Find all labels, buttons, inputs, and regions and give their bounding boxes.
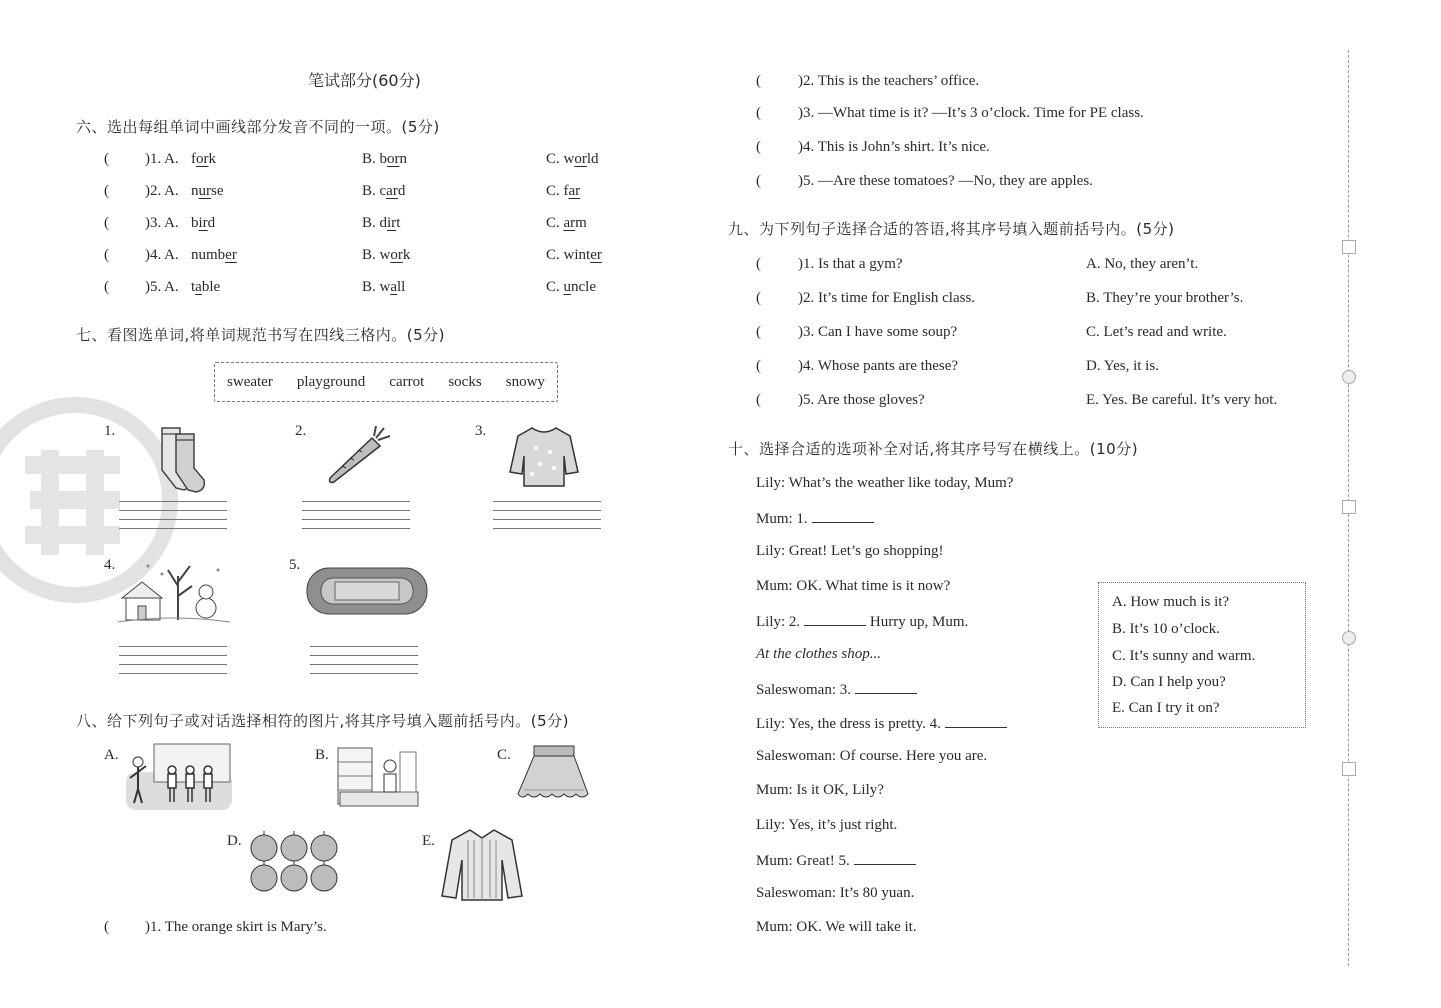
sweater-icon (508, 424, 580, 490)
answer-option: D. Yes, it is. (1086, 358, 1159, 374)
writing-lines[interactable] (119, 501, 227, 537)
apples-icon (248, 830, 348, 896)
carrot-icon (326, 426, 392, 486)
word-bank-item: playground (296, 373, 366, 390)
section-title: 笔试部分(60分) (308, 71, 421, 90)
binding-hole-icon (1342, 631, 1356, 645)
snowy-scene-icon (118, 556, 230, 628)
section-9-heading: 九、为下列句子选择合适的答语,将其序号填入题前括号内。(5分) (728, 220, 1175, 238)
dialogue-line: Lily: Yes, the dress is pretty. 4. (756, 713, 1007, 733)
answer-paren[interactable]: ( (756, 105, 761, 121)
dialogue-line: Saleswoman: It’s 80 yuan. (756, 885, 915, 901)
pe-class-icon (124, 742, 234, 812)
answer-paren[interactable]: ( (104, 151, 109, 167)
picture-label: A. (104, 747, 119, 763)
answer-blank[interactable] (945, 713, 1007, 728)
question-text: )3. Can I have some soup? (798, 324, 958, 340)
option-a: bird (191, 215, 216, 231)
question-text: )1. The orange skirt is Mary’s. (145, 919, 327, 935)
picture-label: E. (422, 833, 435, 849)
answer-blank[interactable] (855, 679, 917, 694)
option-b: B. wall (362, 279, 406, 295)
dialogue-line: Lily: What’s the weather like today, Mum? (756, 475, 1014, 491)
section-7-heading: 七、看图选单词,将单词规范书写在四线三格内。(5分) (76, 326, 446, 344)
option-b: B. work (362, 247, 411, 263)
answer-paren[interactable]: ( (756, 358, 761, 374)
socks-icon (148, 424, 208, 496)
picture-number: 2. (295, 423, 307, 439)
playground-icon (305, 566, 429, 616)
word-bank (214, 362, 558, 402)
question-text: )4. This is John’s shirt. It’s nice. (798, 139, 990, 155)
question-text: )5. —Are these tomatoes? —No, they are apples. (798, 173, 1093, 189)
word-bank-item: snowy (505, 373, 545, 390)
question-number: )2. A. (145, 183, 179, 199)
picture-label: D. (227, 833, 242, 849)
option-b: B. dirt (362, 215, 401, 231)
answer-paren[interactable]: ( (104, 215, 109, 231)
dialogue-option: A. How much is it? (1112, 594, 1230, 610)
option-c: C. far (546, 183, 581, 199)
binding-hole-icon (1342, 370, 1356, 384)
question-number: )4. A. (145, 247, 179, 263)
section-10-heading: 十、选择合适的选项补全对话,将其序号写在横线上。(10分) (728, 440, 1139, 458)
picture-number: 3. (475, 423, 487, 439)
option-c: C. uncle (546, 279, 596, 295)
picture-number: 4. (104, 557, 116, 573)
dialogue-option: E. Can I try it on? (1112, 700, 1220, 716)
shirt-icon (440, 826, 524, 902)
dialogue-line: Lily: Yes, it’s just right. (756, 817, 898, 833)
answer-paren[interactable]: ( (756, 139, 761, 155)
writing-lines[interactable] (493, 501, 601, 537)
answer-blank[interactable] (804, 611, 866, 626)
word-bank-item: socks (448, 373, 482, 390)
option-c: C. arm (546, 215, 587, 231)
option-c: C. winter (546, 247, 602, 263)
answer-paren[interactable]: ( (756, 73, 761, 89)
answer-option: C. Let’s read and write. (1086, 324, 1227, 340)
dialogue-line: Saleswoman: 3. (756, 679, 917, 699)
question-text: )4. Whose pants are these? (798, 358, 959, 374)
option-c: C. world (546, 151, 599, 167)
answer-option: E. Yes. Be careful. It’s very hot. (1086, 392, 1278, 408)
question-text: )3. —What time is it? —It’s 3 o’clock. Time for PE class. (798, 105, 1144, 121)
answer-blank[interactable] (812, 508, 874, 523)
option-b: B. card (362, 183, 406, 199)
skirt-icon (516, 744, 592, 802)
word-bank-item: carrot (389, 373, 425, 390)
dialogue-option: C. It’s sunny and warm. (1112, 648, 1256, 664)
picture-number: 1. (104, 423, 116, 439)
option-a: table (191, 279, 221, 295)
answer-paren[interactable]: ( (104, 919, 109, 935)
answer-paren[interactable]: ( (104, 279, 109, 295)
binding-mark-icon (1342, 240, 1356, 254)
binding-mark-icon (1342, 762, 1356, 776)
dialogue-option: D. Can I help you? (1112, 674, 1226, 690)
answer-paren[interactable]: ( (756, 256, 761, 272)
dialogue-line: Saleswoman: Of course. Here you are. (756, 748, 988, 764)
question-text: )2. It’s time for English class. (798, 290, 976, 306)
answer-paren[interactable]: ( (104, 247, 109, 263)
question-number: )3. A. (145, 215, 179, 231)
answer-paren[interactable]: ( (104, 183, 109, 199)
answer-blank[interactable] (854, 850, 916, 865)
picture-number: 5. (289, 557, 301, 573)
dialogue-line: Mum: 1. (756, 508, 874, 528)
dialogue-line: Lily: Great! Let’s go shopping! (756, 543, 944, 559)
writing-lines[interactable] (119, 646, 227, 682)
answer-paren[interactable]: ( (756, 324, 761, 340)
question-text: )1. Is that a gym? (798, 256, 903, 272)
office-icon (334, 744, 420, 814)
dialogue-option: B. It’s 10 o’clock. (1112, 621, 1220, 637)
option-a: fork (191, 151, 216, 167)
question-number: )1. A. (145, 151, 179, 167)
writing-lines[interactable] (310, 646, 418, 682)
answer-paren[interactable]: ( (756, 173, 761, 189)
dialogue-line: Lily: 2. Hurry up, Mum. (756, 611, 968, 631)
dialogue-line: Mum: OK. We will take it. (756, 919, 917, 935)
option-a: nurse (191, 183, 224, 199)
section-8-heading: 八、给下列句子或对话选择相符的图片,将其序号填入题前括号内。(5分) (76, 712, 570, 730)
question-text: )5. Are those gloves? (798, 392, 925, 408)
dialogue-line: Mum: OK. What time is it now? (756, 578, 951, 594)
option-a: number (191, 247, 237, 263)
answer-paren[interactable]: ( (756, 290, 761, 306)
dialogue-line: Mum: Is it OK, Lily? (756, 782, 884, 798)
answer-paren[interactable]: ( (756, 392, 761, 408)
dialogue-line: Mum: Great! 5. (756, 850, 916, 870)
answer-option: A. No, they aren’t. (1086, 256, 1199, 272)
answer-option: B. They’re your brother’s. (1086, 290, 1244, 306)
word-bank-item: sweater (227, 373, 273, 390)
picture-label: C. (497, 747, 511, 763)
writing-lines[interactable] (302, 501, 410, 537)
dialogue-scene: At the clothes shop... (756, 646, 881, 662)
option-b: B. born (362, 151, 408, 167)
question-text: )2. This is the teachers’ office. (798, 73, 980, 89)
question-number: )5. A. (145, 279, 179, 295)
section-6-heading: 六、选出每组单词中画线部分发音不同的一项。(5分) (76, 118, 440, 136)
binding-mark-icon (1342, 500, 1356, 514)
picture-label: B. (315, 747, 329, 763)
